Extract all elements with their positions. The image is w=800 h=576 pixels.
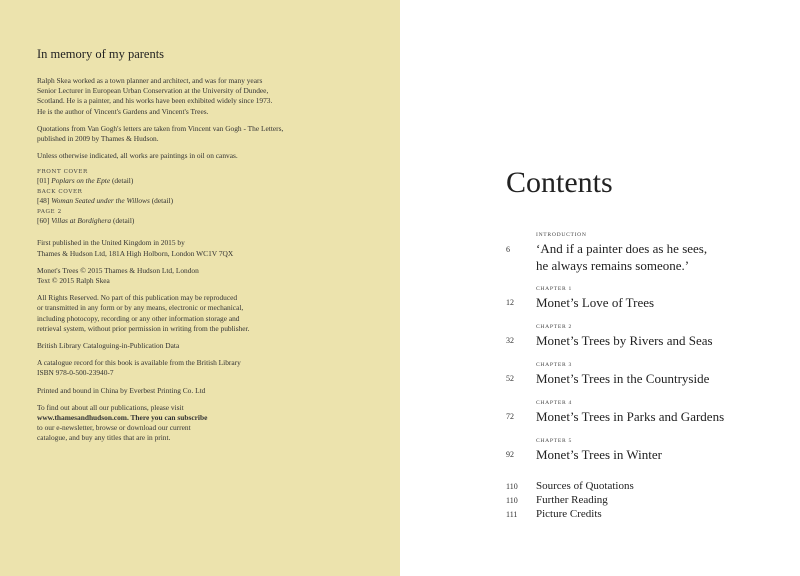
toc-entry-further-reading — [506, 493, 786, 507]
back-cover-credit — [37, 188, 357, 206]
back-cover-suffix: (detail) — [151, 196, 174, 206]
publications-note — [37, 403, 357, 444]
page-number: 111 — [506, 510, 518, 519]
front-cover-suffix: (detail) — [111, 176, 134, 186]
page2-title: Villas at Bordighera — [51, 216, 112, 226]
chapter-label: INTRODUCTION — [536, 232, 587, 238]
toc-entry-chapter-1 — [506, 284, 786, 311]
chapter-label: CHAPTER 2 — [536, 324, 572, 330]
front-cover-label: FRONT COVER — [37, 169, 88, 176]
copyright-line: Monet's Trees © 2015 Thames & Hudson Ltd, London — [37, 265, 199, 275]
back-cover-title: Woman Seated under the Willows — [51, 196, 150, 206]
publications-website-line: www.thamesandhudson.com. There you can subscribe — [37, 413, 208, 423]
toc-entry-chapter-4 — [506, 398, 786, 425]
front-cover-ref: [01] — [37, 176, 50, 186]
page2-credit — [37, 208, 357, 226]
page-number: 92 — [506, 450, 514, 459]
chapter-title: Monet’s Trees by Rivers and Seas — [536, 333, 713, 348]
page2-ref: [60] — [37, 216, 50, 226]
dedication: In memory of my parents — [37, 47, 165, 61]
catalogue-record — [37, 358, 357, 378]
rights-line: All Rights Reserved. No part of this publication may be reproduced — [37, 293, 238, 303]
copyright-notice — [37, 266, 357, 286]
toc-entry-chapter-5 — [506, 436, 786, 463]
chapter-title: Monet’s Trees in Parks and Gardens — [536, 409, 725, 424]
page-number: 12 — [506, 298, 514, 307]
back-matter-title: Picture Credits — [536, 508, 602, 520]
toc-entry-picture-credits — [506, 507, 786, 521]
publications-line: To find out about all our publications, please visit — [37, 402, 184, 412]
author-bio — [37, 76, 357, 117]
page-number: 72 — [506, 412, 514, 421]
rights-line: retrieval system, without prior permission in writing from the publisher. — [37, 323, 250, 333]
page-number: 52 — [506, 374, 514, 383]
first-published-line: First published in the United Kingdom in 2015 by — [37, 238, 185, 248]
back-matter-title: Sources of Quotations — [536, 480, 634, 492]
medium-note-text: Unless otherwise indicated, all works are paintings in oil on canvas. — [37, 151, 238, 161]
rights-line: including photocopy, recording or any other information storage and — [37, 313, 240, 323]
chapter-title — [536, 240, 786, 274]
page-number: 32 — [506, 336, 514, 345]
table-of-contents — [506, 230, 786, 521]
chapter-label: CHAPTER 4 — [536, 400, 572, 406]
cip-text: British Library Cataloguing-in-Publication Data — [37, 341, 180, 351]
rights-notice — [37, 293, 357, 334]
toc-entry-chapter-2 — [506, 322, 786, 349]
back-cover-ref: [48] — [37, 196, 50, 206]
printed-note — [37, 386, 357, 396]
page-number: 110 — [506, 496, 518, 505]
medium-note — [37, 151, 357, 161]
chapter-label: CHAPTER 1 — [536, 286, 572, 292]
page2-label: PAGE 2 — [37, 209, 62, 216]
chapter-label: CHAPTER 5 — [536, 438, 572, 444]
copyright-page — [37, 47, 357, 451]
publications-line: catalogue, and buy any titles that are in print. — [37, 433, 171, 443]
chapter-title: Monet’s Trees in the Countryside — [536, 371, 710, 386]
bio-line: Senior Lecturer in European Urban Conservation at the University of Dundee, — [37, 86, 269, 96]
rights-line: or transmitted in any form or by any means, electronic or mechanical, — [37, 303, 244, 313]
page-number: 110 — [506, 482, 518, 491]
chapter-title-line: he always remains someone.’ — [536, 258, 690, 273]
chapter-label: CHAPTER 3 — [536, 362, 572, 368]
front-cover-credit — [37, 168, 357, 186]
toc-entry-introduction — [506, 230, 786, 274]
contents-title: Contents — [506, 166, 613, 199]
page2-line — [37, 216, 357, 226]
quotations-line: published in 2009 by Thames & Hudson. — [37, 134, 159, 144]
page2-suffix: (detail) — [113, 216, 135, 226]
bio-line: He is the author of Vincent's Gardens and Vincent's Trees. — [37, 106, 209, 116]
front-cover-title: Poplars on the Epte — [51, 176, 111, 186]
back-cover-line — [37, 196, 357, 206]
copyright-line: Text © 2015 Ralph Skea — [37, 276, 110, 286]
first-published-line: Thames & Hudson Ltd, 181A High Holborn, London WC1V 7QX — [37, 248, 234, 258]
front-cover-line — [37, 176, 357, 186]
back-cover-label: BACK COVER — [37, 189, 83, 196]
catalogue-line: A catalogue record for this book is available from the British Library — [37, 358, 241, 368]
cip-data — [37, 341, 357, 351]
quotations-line: Quotations from Van Gogh's letters are taken from Vincent van Gogh - The Letters, — [37, 123, 284, 133]
first-published — [37, 238, 357, 258]
bio-line: Scotland. He is a painter, and his works have been exhibited widely since 1973. — [37, 96, 273, 106]
chapter-title: Monet’s Trees in Winter — [536, 447, 662, 462]
isbn: ISBN 978-0-500-23940-7 — [37, 368, 114, 378]
toc-entry-sources — [506, 479, 786, 493]
printed-text: Printed and bound in China by Everbest Printing Co. Ltd — [37, 385, 206, 395]
chapter-title: Monet’s Love of Trees — [536, 295, 655, 310]
quotations-note — [37, 124, 357, 144]
toc-entry-chapter-3 — [506, 360, 786, 387]
bio-line: Ralph Skea worked as a town planner and architect, and was for many years — [37, 76, 263, 85]
chapter-title-line: ‘And if a painter does as he sees, — [536, 241, 708, 256]
page-number: 6 — [506, 245, 510, 254]
publications-line: to our e-newsletter, browse or download our current — [37, 423, 191, 433]
back-matter-title: Further Reading — [536, 494, 608, 506]
